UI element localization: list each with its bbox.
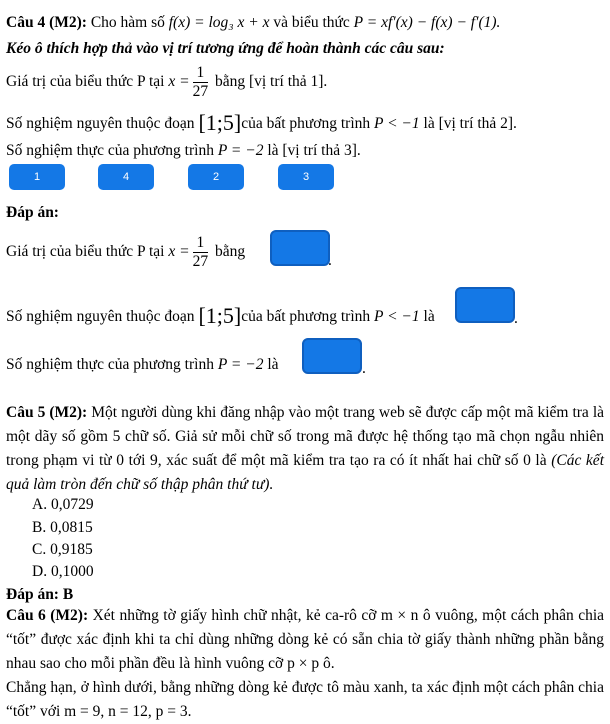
answer-2-interval: [1;5]: [198, 303, 242, 328]
q5-note: (Các kết quả làm tròn đến chữ số thập phân thứ tư).: [6, 452, 604, 493]
drag-chip-2[interactable]: 2: [188, 164, 244, 190]
drag-chip-3[interactable]: 3: [278, 164, 334, 190]
q6-example: Chẳng hạn, ở hình dưới, bằng những dòng kẻ được tô màu xanh, ta xác định một cách phân chia “tốt” với m = 9, n = 12, p = 3.: [6, 679, 604, 720]
answer-2-end: là: [423, 308, 435, 325]
q5-answer-label: Đáp án:: [6, 586, 59, 603]
q5-option-d: D. 0,1000: [32, 563, 94, 580]
fraction-denominator: 27: [192, 83, 209, 100]
drop-slot-2-dot: .: [514, 310, 518, 327]
q5-option-b: B. 0,0815: [32, 519, 93, 536]
q4-s1-text: Giá trị của biểu thức P tại: [6, 73, 165, 91]
drag-chip-4[interactable]: 4: [98, 164, 154, 190]
answer-sentence-2: [6, 303, 435, 328]
fraction-numerator: 1: [193, 64, 209, 83]
q4-s2-mid: của bất phương trình: [241, 115, 371, 132]
q4-label: Câu 4 (M2):: [6, 14, 87, 31]
answer-2-mid: của bất phương trình: [241, 308, 371, 325]
q6-text: Xét những tờ giấy hình chữ nhật, kẻ ca-rô cỡ m × n ô vuông, một cách phân chia “tốt” được xác định khi ta chỉ dùng những dòng kẻ có sẵn chia tờ giấy thành những phần bằng nhau sao cho mỗi phần đều là hình vuông cỡ p × p ô.: [6, 607, 605, 672]
q4-expression: P = xf′(x) − f(x) − f′(1).: [353, 14, 501, 31]
q6-statement: [6, 604, 604, 676]
q5-answer-value: B: [62, 586, 74, 603]
drag-chip-1[interactable]: 1: [9, 164, 65, 190]
answer-fraction-denominator: 27: [192, 253, 209, 270]
answer-2-ineq: P < −1: [374, 308, 420, 325]
drop-slot-1[interactable]: [270, 230, 330, 266]
drop-slot-3-dot: .: [362, 360, 366, 377]
answer-1-end: bằng: [214, 243, 246, 261]
q4-answer-label: Đáp án:: [6, 204, 59, 221]
q4-sentence-1: [6, 64, 327, 101]
q6-label: Câu 6 (M2):: [6, 607, 89, 624]
drop-slot-3[interactable]: [302, 338, 362, 374]
q4-function: f(x) = log₃ x + x: [168, 14, 270, 31]
answer-3-eq: P = −2: [217, 356, 264, 373]
q4-s2-text: Số nghiệm nguyên thuộc đoạn: [6, 115, 195, 132]
drop-slot-1-dot: .: [328, 252, 332, 269]
q4-s3-text: Số nghiệm thực của phương trình: [6, 142, 214, 159]
fraction: [193, 64, 209, 101]
q5-option-c: C. 0,9185: [32, 541, 93, 558]
q4-instruction: Kéo ô thích hợp thả vào vị trí tương ứng để hoàn thành các câu sau:: [6, 40, 445, 57]
q4-s3-end: là [vị trí thả 3].: [267, 142, 361, 159]
q4-s1-x: x =: [168, 73, 190, 91]
q5-option-a: A. 0,0729: [32, 496, 94, 513]
answer-fraction: [193, 234, 209, 271]
answer-3-text: Số nghiệm thực của phương trình: [6, 356, 214, 373]
answer-fraction-numerator: 1: [193, 234, 209, 253]
answer-sentence-3: [6, 356, 279, 374]
answer-1-text: Giá trị của biểu thức P tại: [6, 243, 165, 261]
q4-sentence-3: [6, 142, 361, 160]
q5-statement: [6, 401, 604, 497]
q4-intro-a: Cho hàm số: [90, 14, 165, 31]
q4-intro-b: và biểu thức: [273, 14, 350, 31]
q4-s3-eq: P = −2: [217, 142, 264, 159]
drop-slot-2[interactable]: [455, 287, 515, 323]
q4-s2-end: là [vị trí thả 2].: [423, 115, 517, 132]
answer-3-end: là: [267, 356, 279, 373]
q5-label: Câu 5 (M2):: [6, 404, 88, 421]
q5-text: Một người dùng khi đăng nhập vào một trang web sẽ được cấp một mã kiểm tra là một dãy số gồm 5 chữ số. Giả sử mỗi chữ số trong mã được hệ thống tạo mã chọn ngẫu nhiên trong phạm vi từ 0 tới 9, xác suất để một mã kiểm tra tạo ra có ít nhất hai chữ số 0 là: [6, 404, 605, 469]
answer-sentence-1: [6, 234, 245, 271]
q4-sentence-2: [6, 110, 517, 135]
q4-statement: [6, 14, 500, 32]
answer-2-text: Số nghiệm nguyên thuộc đoạn: [6, 308, 195, 325]
q4-s2-interval: [1;5]: [198, 110, 242, 135]
q5-answer: [6, 586, 73, 604]
q4-s1-end: bằng [vị trí thả 1].: [214, 73, 328, 91]
q4-s2-ineq: P < −1: [374, 115, 420, 132]
answer-1-x: x =: [168, 243, 190, 261]
